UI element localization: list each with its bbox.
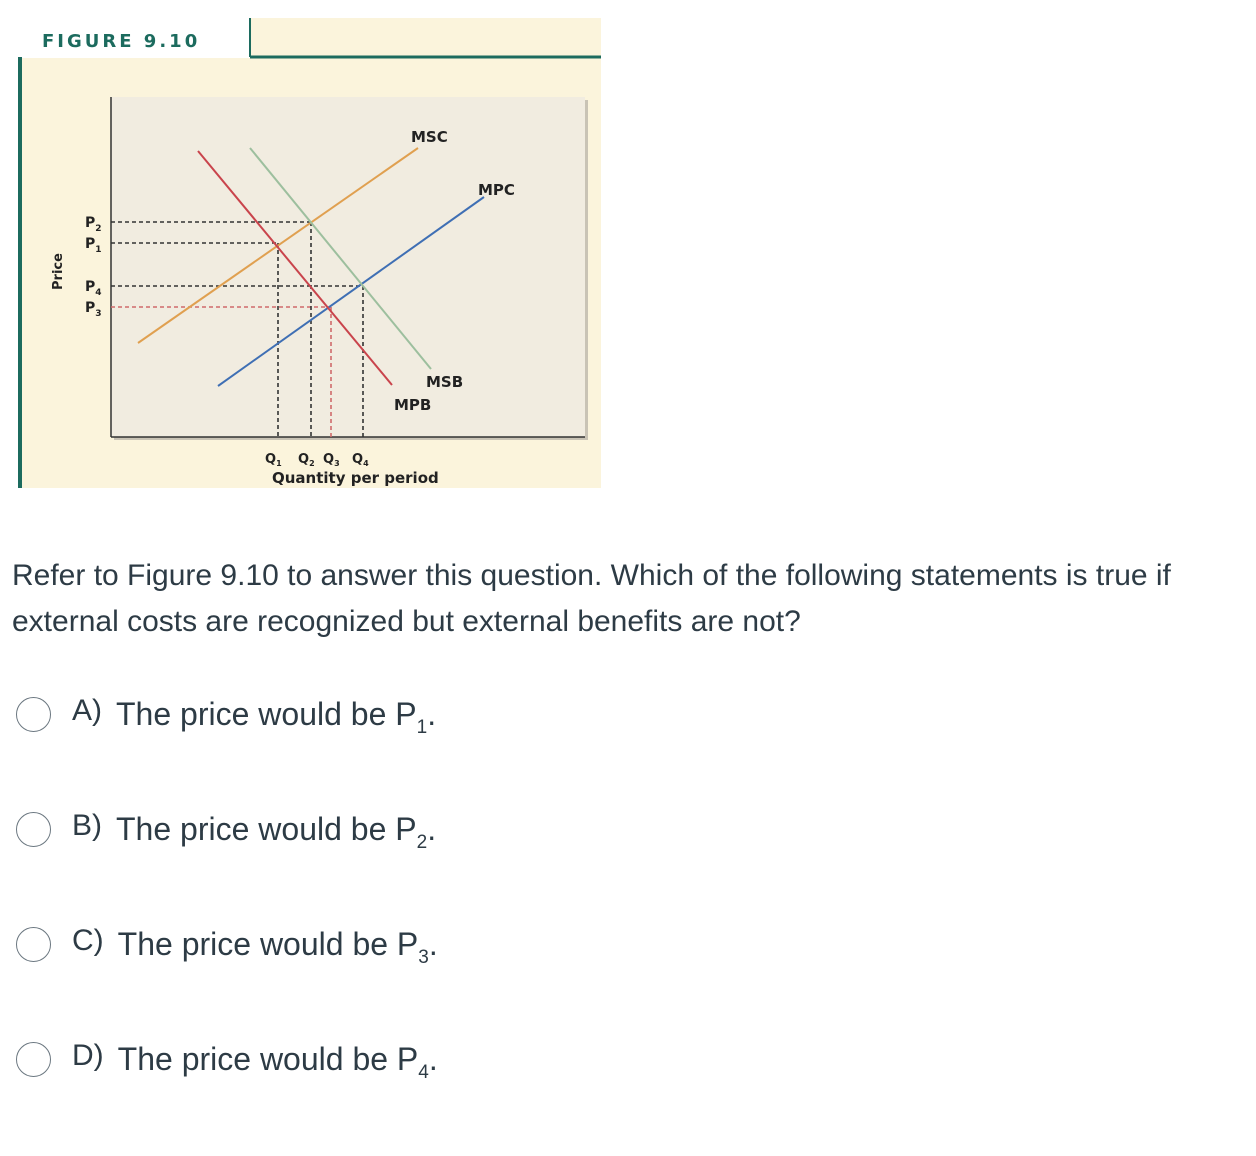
quantity-label-q4: $Q_4$	[352, 452, 369, 468]
option-c[interactable]	[16, 923, 438, 968]
mpb-label: MPB	[394, 396, 432, 414]
option-b-letter: B)	[72, 808, 102, 842]
option-d-letter: D)	[72, 1038, 104, 1072]
mpc-label: MPC	[478, 181, 515, 199]
option-b-text: The price would be $P_2$.	[116, 811, 437, 853]
option-c-letter: C)	[72, 923, 104, 957]
option-b[interactable]	[16, 808, 437, 853]
quantity-label-q2: $Q_2$	[298, 452, 315, 468]
option-d-radio[interactable]	[16, 1042, 51, 1077]
option-d[interactable]	[16, 1038, 438, 1083]
figure-title: FIGURE 9.10	[42, 31, 201, 52]
quantity-label-q3: $Q_3$	[323, 452, 340, 468]
option-d-text: The price would be $P_4$.	[117, 1041, 438, 1083]
figure-9-10	[0, 0, 1256, 500]
msc-label: MSC	[411, 128, 448, 146]
option-a-letter: A)	[72, 693, 102, 727]
option-a-radio[interactable]	[16, 697, 51, 732]
quantity-label-q1: $Q_1$	[265, 452, 282, 468]
option-c-radio[interactable]	[16, 927, 51, 962]
option-b-radio[interactable]	[16, 812, 51, 847]
option-c-text: The price would be $P_3$.	[117, 926, 438, 968]
price-label-p4: $P_4$	[85, 279, 102, 298]
x-axis-label: Quantity per period	[272, 469, 439, 487]
option-a-text: The price would be $P_1$.	[116, 696, 437, 738]
price-label-p3: $P_3$	[85, 300, 102, 319]
option-a[interactable]	[16, 693, 437, 738]
y-axis-label: Price	[51, 253, 66, 290]
msb-label: MSB	[426, 373, 464, 391]
price-label-p2: $P_2$	[85, 215, 102, 234]
question-text: Refer to Figure 9.10 to answer this question. Which of the following statements is true if external costs are recognized but external benefits are not?	[12, 559, 1171, 638]
price-label-p1: $P_1$	[85, 236, 102, 255]
